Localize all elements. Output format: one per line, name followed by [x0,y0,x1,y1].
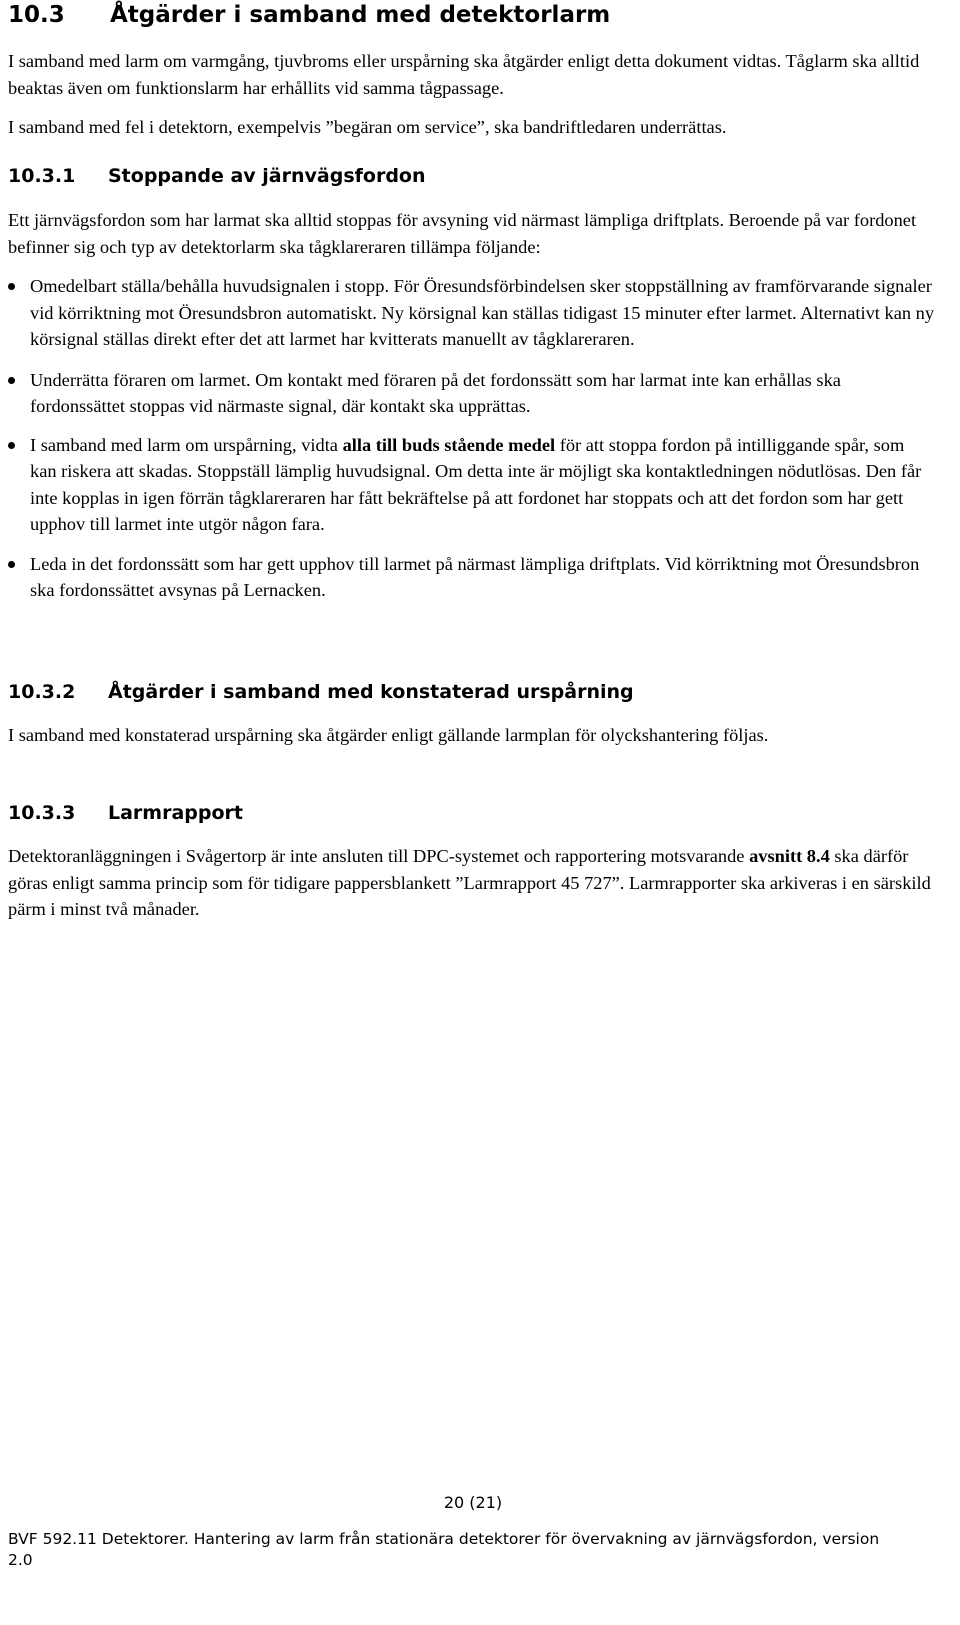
section-paragraph-2: I samband med fel i detektorn, exempelvis ”begäran om service”, ska bandriftledaren underrättas. [8,117,727,137]
list-item-text: I samband med larm om urspårning, vidta [30,434,343,455]
subsection-number: 10.3.1 [8,165,76,187]
page-number: 20 (21) [443,1493,503,1512]
section-title: Åtgärder i samband med detektorlarm [110,2,611,28]
subsection-number: 10.3.2 [8,681,76,703]
action-list [8,273,938,604]
section-paragraph-1: I samband med larm om varmgång, tjuvbroms eller urspårning ska åtgärder enligt detta dokument vidtas. Tåglarm ska alltid beaktas även om funktionslarm har erhållits vid samma tågpassage. [8,51,920,98]
section-reference: avsnitt 8.4 [749,846,830,866]
bullet-icon [8,561,15,568]
list-item-text: Omedelbart ställa/behålla huvudsignalen i stopp. För Öresundsförbindelsen sker stoppställning av framförvarande signaler vid körriktning mot Öresundsbron automatiskt. Ny körsignal kan ställas tidigast 15 minuter efter larmet. Alternativt kan ny körsignal ställas direkt efter det att larmet har kvitterats manuellt av tågklareraren. [30,276,935,349]
subsection-title: Åtgärder i samband med konstaterad urspårning [108,681,634,703]
bullet-icon [8,377,15,384]
paragraph-text: ska därför göras enligt samma princip som för tidigare pappersblankett ”Larmrapport 45 727”. Larmrapporter ska arkiveras i en särskild pärm i minst två månader. [8,846,931,919]
subsection-number: 10.3.3 [8,802,76,824]
subsection-heading-1 [8,165,426,187]
subsection-title: Stoppande av järnvägsfordon [108,165,426,187]
list-item [8,432,935,538]
subsection-intro: Ett järnvägsfordon som har larmat ska alltid stoppas för avsyning vid närmast lämpliga driftplats. Beroende på var fordonet befinner sig och typ av detektorlarm ska tågklareraren tillämpa följande: [8,210,917,257]
bullet-icon [8,283,15,290]
section-number: 10.3 [8,2,65,28]
list-item [8,273,935,353]
subsection-heading-2 [8,681,634,703]
list-item [8,367,935,420]
subsection-title: Larmrapport [108,802,243,824]
subsection-heading-3 [8,802,243,824]
list-item-text: Underrätta föraren om larmet. Om kontakt med föraren på det fordonssätt som har larmat inte kan erhållas ska fordonssättet stoppas vid närmaste signal, där kontakt ska upprättas. [30,369,841,416]
list-item [8,551,935,604]
bullet-icon [8,442,15,449]
subsection-2-paragraph: I samband med konstaterad urspårning ska åtgärder enligt gällande larmplan för olyckshantering följas. [8,725,769,745]
section-heading [8,2,610,28]
paragraph-text: Detektoranläggningen i Svågertorp är inte ansluten till DPC-systemet och rapportering motsvarande [8,846,750,866]
subsection-3-paragraph [8,843,933,923]
list-item-text: Leda in det fordonssätt som har gett upphov till larmet på närmast lämpliga driftplats. Vid körriktning mot Öresundsbron ska fordonssättet avsynas på Lernacken. [30,553,920,600]
emphasis-text: alla till buds stående medel [342,434,556,455]
document-footer: BVF 592.11 Detektorer. Hantering av larm från stationära detektorer för övervakning av järnvägsfordon, version 2.0 [8,1530,880,1569]
list-item-text: för att stoppa fordon på intilliggande spår, som kan riskera att skadas. Stoppställ lämplig huvudsignal. Om detta inte är möjligt ska kontaktledningen nödutlösas. Den får inte kopplas in igen förrän tågklareraren har fått bekräftelse på att fordonet har stoppats och att det fordon som har gett upphov till larmet inte utgör någon fara. [30,434,922,534]
